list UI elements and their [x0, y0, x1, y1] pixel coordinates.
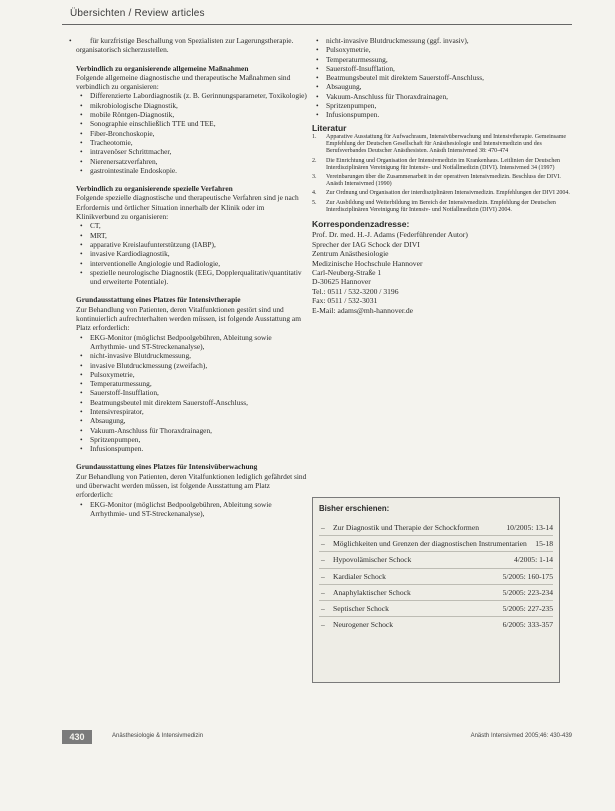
- box-item-title: Zur Diagnostik und Therapie der Schockformen: [333, 523, 479, 532]
- contact-line: Prof. Dr. med. H.-J. Adams (Federführender Autor): [312, 230, 468, 240]
- list-item: • Sonographie einschließlich TTE und TEE,: [76, 119, 308, 128]
- list-item: • Beatmungsbeutel mit direktem Sauerstoff-Anschluss,: [312, 73, 570, 82]
- contact-line: Carl-Neuberg-Straße 1: [312, 268, 382, 278]
- contact-line: Medizinische Hochschule Hannover: [312, 258, 423, 268]
- contact-line: Sprecher der IAG Schock der DIVI: [312, 239, 420, 249]
- list-item: • Temperaturmessung,: [76, 379, 308, 388]
- list-item: • Pulsoxymetrie,: [76, 370, 308, 379]
- previously-published-box: [312, 497, 560, 683]
- list-item: • EKG-Monitor (möglichst Bedpoolgebühren, Ableitung sowie Arrhythmie- und ST-Streckenanalyse),: [76, 333, 308, 352]
- box-item-title: Anaphylaktischer Schock: [333, 587, 411, 597]
- section-heading: Verbindlich zu organisierende allgemeine Maßnahmen: [76, 63, 249, 73]
- list-item: • mikrobiologische Diagnostik,: [76, 101, 308, 110]
- reference-item: [312, 200, 570, 214]
- section-heading: Verbindlich zu organisierende spezielle Verfahren: [76, 184, 233, 194]
- box-item-ref: 10/2005: 13-14: [506, 523, 553, 532]
- dash-marker: –: [321, 523, 325, 532]
- list-item: • für kurzfristige Beschallung von Spezialisten zur Lagerungstherapie.: [76, 36, 308, 45]
- box-item-ref: 4/2005: 1-14: [513, 555, 553, 565]
- list-item: • MRT,: [76, 231, 308, 240]
- contact-line: Fax: 0511 / 532-3031: [312, 296, 378, 306]
- reference-text: Apparative Ausstattung für Aufwachraum, Intensivüberwachung und Intensivtherapie. Gemeinsame Empfehlung der Deutschen Gesellschaft für Anästhesiologie und Intensivmedizin und des Berufsverbandes Deutscher Anästhesisten. Anästh Intensivmed 38: 470-474: [326, 133, 567, 155]
- page-number: 430: [62, 730, 92, 744]
- reference-item: [312, 158, 570, 172]
- list-item: • Intensivrespirator,: [76, 407, 308, 416]
- paragraph: Zur Behandlung von Patienten, deren Vitalfunktionen gestört sind und kontinuierlich aufrechterhalten werden müssen, ist folgende Ausstattung am Platz erforderlich:: [76, 304, 301, 333]
- box-list: [319, 520, 553, 632]
- literature-heading: Literatur: [312, 122, 347, 133]
- reference-number: 4.: [312, 190, 317, 197]
- box-item: [319, 617, 553, 632]
- box-item-ref: 5/2005: 223-234: [502, 587, 553, 597]
- contact-line: D-30625 Hannover: [312, 277, 371, 287]
- list-item: • Fiber-Bronchoskopie,: [76, 129, 308, 138]
- reference-number: 3.: [312, 173, 317, 180]
- box-item-title: Möglichkeiten und Grenzen der diagnostischen Instrumentarien: [333, 539, 527, 549]
- bullet-list: [76, 500, 308, 519]
- paragraph: Folgende spezielle diagnostische und therapeutische Verfahren sind je nach Erfordernis und örtlicher Situation innerhalb der Klinik oder im Klinikverbund zu organisieren:: [76, 193, 299, 222]
- list-item: • Spritzenpumpen,: [312, 101, 570, 110]
- list-item: • Pulsoxymetrie,: [312, 45, 570, 54]
- reference-number: 1.: [312, 133, 317, 140]
- box-item-ref: 5/2005: 160-175: [502, 571, 553, 581]
- box-item: [319, 569, 553, 585]
- list-item: • Absaugung,: [76, 416, 308, 425]
- bullet-list: [76, 221, 308, 286]
- citation: Anästh Intensivmed 2005;46: 430-439: [470, 733, 572, 739]
- list-item: • nicht-invasive Blutdruckmessung,: [76, 351, 308, 360]
- list-item: • invasive Blutdruckmessung (zweifach),: [76, 361, 308, 370]
- bullet-list: [312, 36, 570, 120]
- box-item: [319, 585, 553, 601]
- list-item: • EKG-Monitor (möglichst Bedpoolgebühren, Ableitung sowie Arrhythmie- und ST-Streckenanalyse),: [76, 500, 308, 519]
- list-item: • apparative Kreislaufunterstützung (IABP),: [76, 240, 308, 249]
- list-item: • interventionelle Angiologie und Radiologie,: [76, 259, 308, 268]
- list-item: • Infusionspumpen.: [76, 444, 308, 453]
- section-heading: Grundausstattung eines Platzes für Intensivtherapie: [76, 295, 241, 305]
- list-item: • nicht-invasive Blutdruckmessung (ggf. invasiv),: [312, 36, 570, 45]
- contact-heading: Korrespondenzadresse:: [312, 219, 410, 229]
- box-item-title: Kardialer Schock: [333, 571, 386, 581]
- reference-number: 5.: [312, 199, 317, 206]
- contact-line: Tel.: 0511 / 532-3200 / 3196: [312, 286, 399, 296]
- list-item: • Absaugung,: [312, 82, 570, 91]
- list-item: • Temperaturmessung,: [312, 55, 570, 64]
- header-divider: [62, 24, 572, 25]
- list-item: • Infusionspumpen.: [312, 110, 570, 119]
- reference-item: [312, 134, 570, 156]
- list-item: • Sauerstoff-Insufflation,: [76, 388, 308, 397]
- bullet-list: [76, 91, 308, 175]
- right-column: [312, 36, 570, 315]
- left-column: [76, 36, 308, 518]
- dash-marker: –: [321, 571, 325, 581]
- box-title: Bisher erschienen:: [319, 504, 390, 513]
- reference-item: [312, 174, 570, 188]
- section-heading: Grundausstattung eines Platzes für Intensivüberwachung: [76, 462, 258, 472]
- list-item: • Differenzierte Labordiagnostik (z. B. Gerinnungsparameter, Toxikologie): [76, 91, 308, 100]
- list-item: • CT,: [76, 221, 308, 230]
- box-item: [319, 601, 553, 617]
- list-item: • intravenöser Schrittmacher,: [76, 147, 308, 156]
- list-item: • Sauerstoff-Insufflation,: [312, 64, 570, 73]
- list-item: • Tracheotomie,: [76, 138, 308, 147]
- list-item: • mobile Röntgen-Diagnostik,: [76, 110, 308, 119]
- contact-email: E-Mail: adams@mh-hannover.de: [312, 305, 414, 315]
- journal-name: Anästhesiologie & Intensivmedizin: [112, 733, 204, 739]
- reference-text: Vereinbarungen über die Zusammenarbeit in der operativen Intensivmedizin. Beschluss der DIVI. Anästh Intensivmed (1990): [326, 173, 561, 188]
- bullet-list: [76, 333, 308, 454]
- page-footer: [62, 730, 572, 744]
- paragraph: Zur Behandlung von Patienten, deren Vitalfunktionen lediglich gefährdet sind und überwacht werden müssen, ist folgende Ausstattung am Platz erforderlich:: [76, 471, 307, 500]
- box-item: [319, 520, 553, 536]
- box-item: [319, 536, 553, 552]
- reference-list: [312, 134, 570, 214]
- list-item: • Beatmungsbeutel mit direktem Sauerstoff-Anschluss,: [76, 398, 308, 407]
- list-item: • Nierenersatzverfahren,: [76, 157, 308, 166]
- paragraph: Folgende allgemeine diagnostische und therapeutische Maßnahmen sind verbindlich zu organisieren:: [76, 72, 291, 92]
- reference-text: Die Einrichtung und Organisation der Intensivmedizin im Krankenhaus. Leitlinien der Deutschen Interdisziplinären Vereinigung für Intensiv- und Notfallmedizin (DIVI). Intensivmed 34 (1997): [326, 157, 560, 171]
- box-item-title: Hypovolämischer Schock: [333, 555, 412, 565]
- box-item-ref: 5/2005: 227-235: [502, 604, 553, 614]
- dash-marker: –: [321, 620, 325, 630]
- intro-list: [76, 36, 308, 45]
- contact-block: [312, 220, 570, 315]
- list-item: • Spritzenpumpen,: [76, 435, 308, 444]
- list-item: • spezielle neurologische Diagnostik (EEG, Dopplerqualitativ/quantitativ und erweiterte Potentiale).: [76, 268, 308, 287]
- list-item: • invasive Kardiodiagnostik,: [76, 249, 308, 258]
- paragraph: organisatorisch sicherzustellen.: [76, 45, 169, 55]
- contact-line: Zentrum Anästhesiologie: [312, 249, 389, 259]
- box-item-ref: 15-18: [535, 539, 553, 549]
- box-item-ref: 6/2005: 333-357: [502, 620, 553, 630]
- section-header: Übersichten / Review articles: [70, 8, 205, 19]
- dash-marker: –: [321, 587, 325, 597]
- dash-marker: –: [321, 555, 325, 565]
- reference-text: Zur Ausbildung und Weiterbildung im Bereich der Intensivmedizin. Empfehlung der Deutschen Interdisziplinären Vereinigung für Intensiv- und Notfallmedizin (DIVI) 2004.: [326, 199, 556, 213]
- reference-text: Zur Ordnung und Organisation der interdisziplinären Intensivmedizin. Empfehlungen der DIVI 2004.: [326, 190, 570, 197]
- reference-number: 2.: [312, 157, 317, 164]
- box-item-title: Septischer Schock: [333, 604, 389, 614]
- list-item: • Vakuum-Anschluss für Thoraxdrainagen,: [76, 426, 308, 435]
- box-item-title: Neurogener Schock: [333, 620, 394, 630]
- dash-marker: –: [321, 539, 325, 549]
- list-item: • gastrointestinale Endoskopie.: [76, 166, 308, 175]
- dash-marker: –: [321, 604, 325, 614]
- reference-item: [312, 190, 570, 197]
- list-item: • Vakuum-Anschluss für Thoraxdrainagen,: [312, 92, 570, 101]
- box-item: [319, 552, 553, 568]
